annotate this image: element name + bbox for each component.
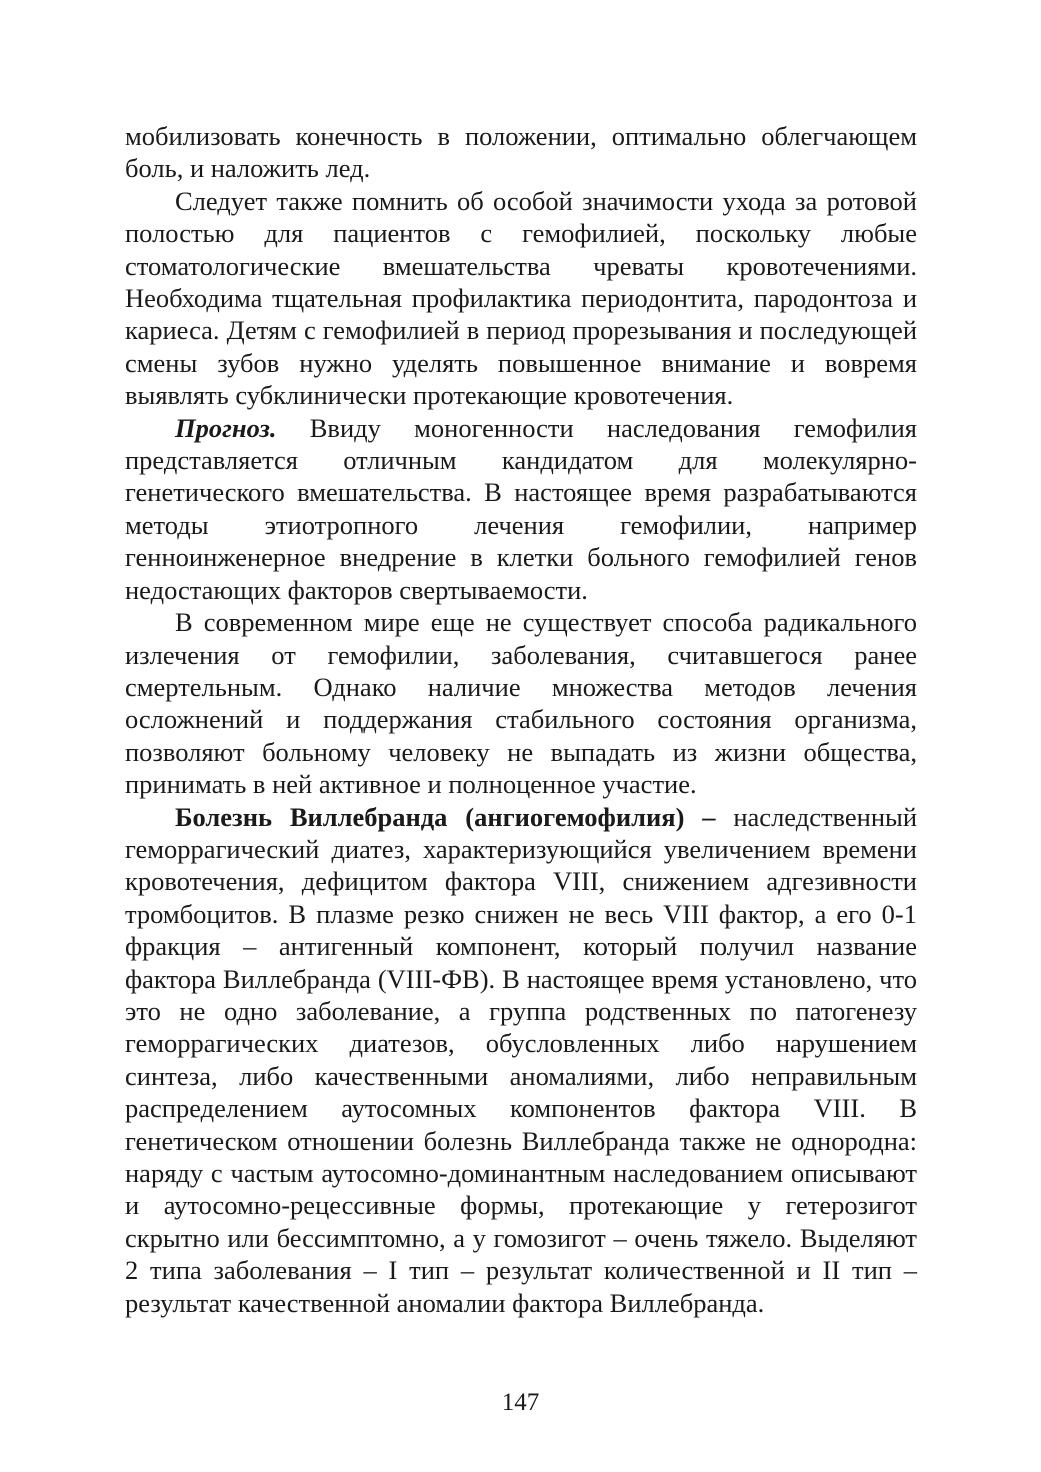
prognosis-text: Ввиду моногенности наследования гемофилия представляется отличным кандидатом для молекулярно-генетического вмешательства. В настоящее время разрабатываются методы этиотропного лечения гемофилии, например генноинженерное внедрение в клетки больного гемофилией генов недостающих факторов свертываемости. (125, 412, 917, 605)
von-willebrand-text: наследственный геморрагический диатез, характеризующийся увеличением времени кровотечения, дефицитом фактора VIII, снижением адгезивности тромбоцитов. В плазме резко снижен не весь VIII фактор, а его 0-1 фракция – антигенный компонент, который получил название фактора Виллебранда (VIII-ФВ). В настоящее время установлено, что это не одно заболевание, а группа родственных по патогенезу геморрагических диатезов, обусловленных либо нарушением синтеза, либо качественными аномалиями, либо неправильным распределением аутосомных компонентов фактора VIII. В генетическом отношении болезнь Виллебранда также не однородна: наряду с частым аутосомно-доминантным наследованием описывают и аутосомно-рецессивные формы, протекающие у гетерозигот скрытно или бессимптомно, а у гомозигот – очень тяжело. Выделяют 2 типа заболевания – I тип – результат количественной и II тип – результат качественной аномалии фактора Виллебранда. (125, 801, 917, 1318)
paragraph-modern-world: В современном мире еще не существует способа радикального излечения от гемофилии, заболевания, считавшегося ранее смертельным. Однако наличие множества методов лечения осложнений и поддержания стабильного состояния организма, позволяют больному человеку не выпадать из жизни общества, принимать в ней активное и полноценное участие. (125, 607, 917, 800)
von-willebrand-term: Болезнь Виллебранда (ангиогемофилия) – (175, 801, 716, 832)
page-number: 147 (501, 1389, 540, 1416)
paragraph-oral-care: Следует также помнить об особой значимости ухода за ротовой полостью для пациентов с гемофилией, поскольку любые стоматологические вмешательства чреваты кровотечениями. Необходима тщательная профилактика периодонтита, пародонтоза и кариеса. Детям с гемофилией в период прорезывания и последующей смены зубов нужно уделять повышенное внимание и вовремя выявлять субклинически протекающие кровотечения. (125, 185, 917, 411)
page-body (125, 120, 917, 1319)
paragraph-immobilization: мобилизовать конечность в положении, оптимально облегчающем боль, и наложить лед. (125, 121, 917, 184)
paragraph-prognosis (125, 412, 917, 606)
prognosis-heading: Прогноз. (175, 412, 277, 443)
paragraph-von-willebrand (125, 801, 917, 1320)
